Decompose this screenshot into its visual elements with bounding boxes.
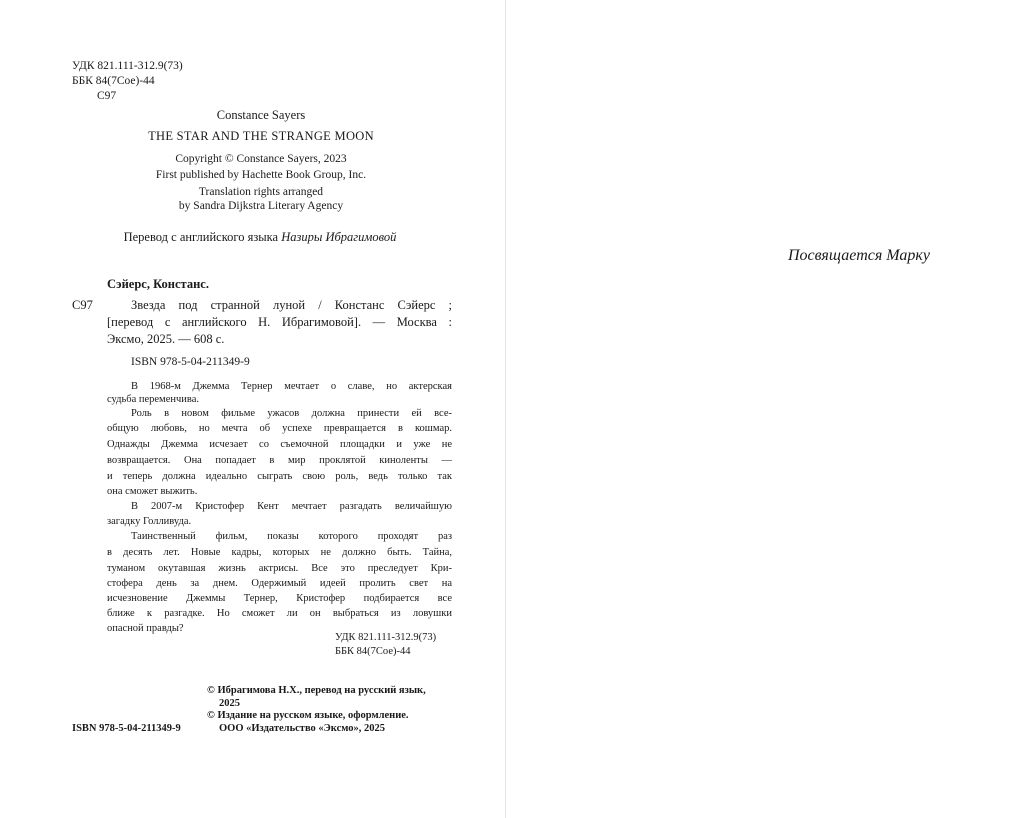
annotation-line: Роль в новом фильме ужасов должна принести ей все- [131,408,452,419]
annotation-line: Однажды Джемма исчезает со съемочной площадки и уже не [107,439,452,450]
copyright-line: Copyright © Constance Sayers, 2023 [175,153,347,165]
annotation-line: стофера день за днем. Одержимый идеей пролить свет на [107,578,452,589]
footer-copyright-line: © Издание на русском языке, оформление. [207,710,409,721]
catalog-desc-line: Эксмо, 2025. — 608 с. [107,332,225,346]
annotation-line: в десять лет. Новые кадры, которых не должно быть. Тайна, [107,547,452,558]
copyright-line: by Sandra Dijkstra Literary Agency [178,200,344,212]
catalog-desc-line: Звезда под странной луной / Констанс Сэйерс ; [131,298,452,312]
annotation-udk: УДК 821.111-312.9(73) [335,632,437,643]
translation-credit [60,229,460,245]
copyright-line: Translation rights arranged [198,186,324,198]
annotation-line: опасной правды? [107,623,184,634]
annotation-line: и теперь должна идеально сыграть свою роль, ведь только так [107,471,452,482]
catalog-desc-line: [перевод с английского Н. Ибрагимовой]. — Москва : [107,315,452,329]
annotation-line: ближе к разгадке. Но сможет ли он выбраться из ловушки [107,608,452,619]
copyright-line: First published by Hachette Book Group, Inc. [155,169,367,181]
annotation-line: она сможет выжить. [107,486,198,497]
footer-copyright-line: ООО «Издательство «Эксмо», 2025 [219,723,386,734]
footer-isbn: ISBN 978-5-04-211349-9 [72,723,181,734]
annotation-line: В 2007-м Кристофер Кент мечтает разгадать величайшую [131,501,452,512]
udk-code: УДК 821.111-312.9(73) [72,60,183,72]
annotation-line: исчезновение Джеммы Тернер, Кристофер подбирается все [107,593,452,604]
footer-copyright-line: 2025 [219,698,240,709]
right-page [506,0,1015,818]
left-page [0,0,505,818]
original-title: THE STAR AND THE STRANGE MOON [148,129,374,143]
author-sign: С97 [97,90,117,102]
annotation-line: Таинственный фильм, показы которого проходят раз [131,531,452,542]
footer-copyright-line: © Ибрагимова Н.Х., перевод на русский язык, [207,685,426,696]
translation-prefix: Перевод с английского языка [123,230,279,244]
annotation-bbk: ББК 84(7Сое)-44 [335,646,411,657]
dedication: Посвящается Марку [788,247,930,264]
annotation-line: судьба переменчива. [107,394,199,405]
original-author: Constance Sayers [216,108,306,122]
annotation-line: В 1968-м Джемма Тернер мечтает о славе, но актерская [131,381,452,392]
catalog-heading: Сэйерс, Констанс. [107,277,209,291]
annotation-line: общую любовь, но мечта об успехе превращается в кошмар. [107,423,452,434]
catalog-sign: С97 [72,298,93,312]
annotation-line: туманом окутавшая жизнь актрисы. Все это преследует Кри- [107,563,452,574]
annotation-line: возвращается. Она попадает в мир проклятой киноленты — [107,455,452,466]
catalog-isbn: ISBN 978-5-04-211349-9 [131,356,250,368]
translator-name: Назиры Ибрагимовой [281,230,397,244]
annotation-line: загадку Голливуда. [107,516,192,527]
bbk-code: ББК 84(7Сое)-44 [72,75,155,87]
